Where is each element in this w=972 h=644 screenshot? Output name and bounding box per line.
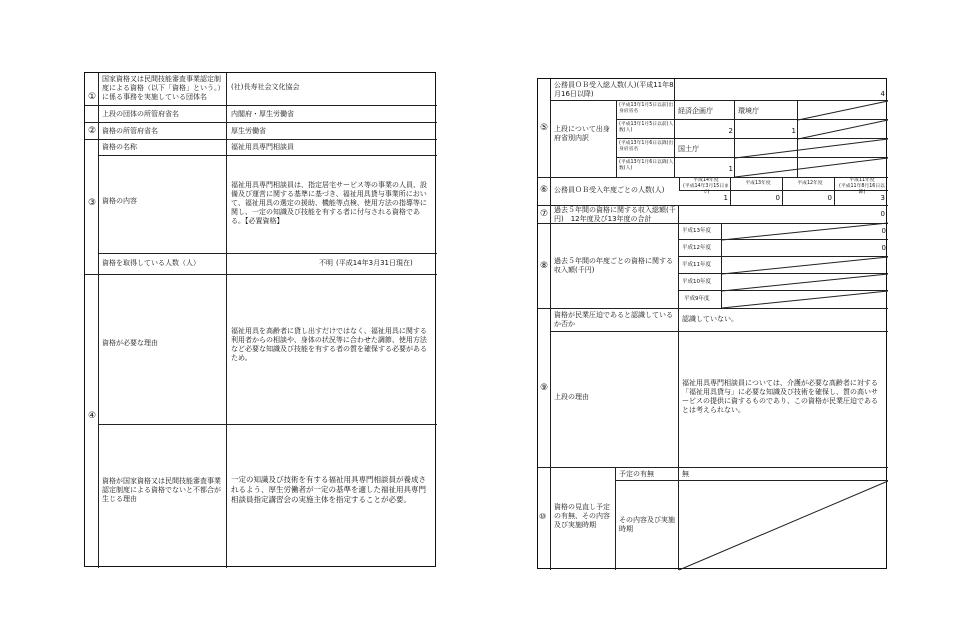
income-year-label-3: 平成11年度 <box>682 262 711 268</box>
competition-recognized-value: 認識していない。 <box>682 315 738 323</box>
qualification-name-label: 資格の名称 <box>102 143 137 151</box>
holders-label: 資格を取得している人数（人） <box>102 259 200 267</box>
ob-subrow-3-label: (平成13年1月6日以降)出身府省名 <box>619 141 674 152</box>
income-year-label-4: 平成10年度 <box>682 279 711 285</box>
ob-count-3: 1 <box>728 165 733 173</box>
review-plan-label: 資格の見直し予定の有無、その内容及び実施時期 <box>554 503 610 529</box>
ob-year-value-1: 1 <box>723 194 728 202</box>
holders-value: 不明 <box>319 259 333 267</box>
right-row-number-7: ⑦ <box>540 209 549 219</box>
organization-label: 国家資格又は民間技能審査事業認定制度による資格（以下「資格」という。）に係る事務を実施している団体名 <box>102 75 221 101</box>
qualification-name-value: 福祉用具専門相談員 <box>231 143 294 151</box>
ob-subrow-1-label: (平成13年1月5日以前)出身府省名 <box>619 103 674 114</box>
ob-year-value-3: 0 <box>827 194 832 202</box>
income-year-label-5: 平成9年度 <box>684 296 710 302</box>
ministry-value: 厚生労働省 <box>231 127 266 135</box>
upper-ministry-value: 内閣府・厚生労働省 <box>231 110 294 118</box>
ob-yearly-label: 公務員ＯＢ受入年度ごとの人数(人) <box>554 186 665 194</box>
review-plan-exists-value: 無 <box>682 470 689 478</box>
income-year-value-2: 0 <box>881 244 886 252</box>
reason-value: 福祉用具を高齢者に貸し出すだけではなく、福祉用具に関する利用者からの相談や、身体の状況等に合わせた調節、使用方法など必要な知識及び技能を有する者の質を確保する必要があるため。 <box>231 327 427 362</box>
ministry-label: 資格の所管府省名 <box>102 127 158 135</box>
income-total-value: 0 <box>880 210 885 218</box>
review-plan-exists-label: 予定の有無 <box>619 470 654 478</box>
row-number-2: ② <box>88 126 97 136</box>
right-row-number-8: ⑧ <box>540 261 549 271</box>
row-number-3: ③ <box>88 198 97 208</box>
organization-value: (社)長寿社会文化協会 <box>231 83 300 91</box>
ob-year-header-3: 平成12年度 <box>797 181 823 186</box>
row-number-4: ④ <box>88 411 97 421</box>
right-form-page <box>537 78 887 569</box>
review-empty-cell-slash <box>538 79 888 570</box>
ob-total-value: 4 <box>880 90 885 98</box>
ob-ministry-3: 国土庁 <box>678 145 699 153</box>
ob-subrow-2-label: (平成13年1月5日以前)人数(人) <box>619 122 674 133</box>
ob-year-header-2: 平成13年度 <box>745 181 771 186</box>
qualification-content-label: 資格の内容 <box>102 197 137 205</box>
ob-year-value-2: 0 <box>775 194 780 202</box>
ob-subrow-4-label: (平成13年1月6日以降)人数(人) <box>619 160 674 171</box>
ob-ministry-1: 経済企画庁 <box>678 107 713 115</box>
right-row-number-5: ⑤ <box>540 123 549 133</box>
right-row-number-9: ⑨ <box>540 383 549 393</box>
why-label: 資格が国家資格又は民間技能審査事業認定制度による資格でないと不都合が生じる理由 <box>102 477 221 503</box>
left-form-page <box>84 72 436 567</box>
ob-year-value-4: 3 <box>880 194 885 202</box>
competition-reason-value: 福祉用具専門相談員については、介護が必要な高齢者に対する「福祉用具貸与」に必要な知識及び技術を確保し、質の高いサービスの提供に資するものであり、この資格が民業圧迫であるとは考えられない。 <box>682 379 878 414</box>
right-row-number-6: ⑥ <box>540 185 549 195</box>
competition-recognized-label: 資格が民業圧迫であると認識しているか否か <box>554 311 673 328</box>
right-row-number-10: ⑩ <box>539 512 547 521</box>
income-year-label-2: 平成12年度 <box>682 245 711 251</box>
qualification-content-value: 福祉用具専門相談員は、指定居宅サービス等の事業の人員、設備及び運営に関する基準に基づき、福祉用具貸与事業所において、福祉用具の選定の援助、機能等点検、使用方法の指導等に関し、一定の知識及び技能を有する者に付与される資格である。【必置資格】 <box>231 181 427 225</box>
income-yearly-label: 過去５年間の年度ごとの資格に関する収入額(千円) <box>554 257 673 274</box>
upper-ministry-label: 上段の団体の所管府省名 <box>102 110 179 118</box>
income-year-label-1: 平成13年度 <box>682 228 711 234</box>
ob-total-label: 公務員ＯＢ受入総人数(人)(平成11年8月16日以降) <box>554 81 674 98</box>
ob-ministry-2: 環境庁 <box>738 107 759 115</box>
ob-count-2: 1 <box>791 127 796 135</box>
why-value: 一定の知識及び技術を有する福祉用具専門相談員が養成されるよう、厚生労働者が一定の基準を適した福祉用具専門相談員指定講習会の実施主体を指定することが必要。 <box>231 475 426 504</box>
ob-count-1: 2 <box>728 127 733 135</box>
reason-label: 資格が必要な理由 <box>102 339 158 347</box>
competition-reason-label: 上段の理由 <box>554 393 589 401</box>
holders-note: (平成14年3月31日現在) <box>336 259 413 267</box>
ob-year-header-1: 平成14年度 (平成14年3月15日まで) <box>683 178 729 195</box>
income-year-value-1: 0 <box>881 227 886 235</box>
row-number-1: ① <box>88 92 97 102</box>
ob-year-header-4: 平成11年度 (平成11年8月16日以降) <box>839 178 885 195</box>
ob-breakdown-label: 上段について出身府省別内訳 <box>554 125 610 142</box>
review-detail-label: その内容及び実施時期 <box>619 516 675 533</box>
income-total-label: 過去５年間の資格に関する収入総額(千円) 12年度及び13年度の合計 <box>554 206 676 223</box>
